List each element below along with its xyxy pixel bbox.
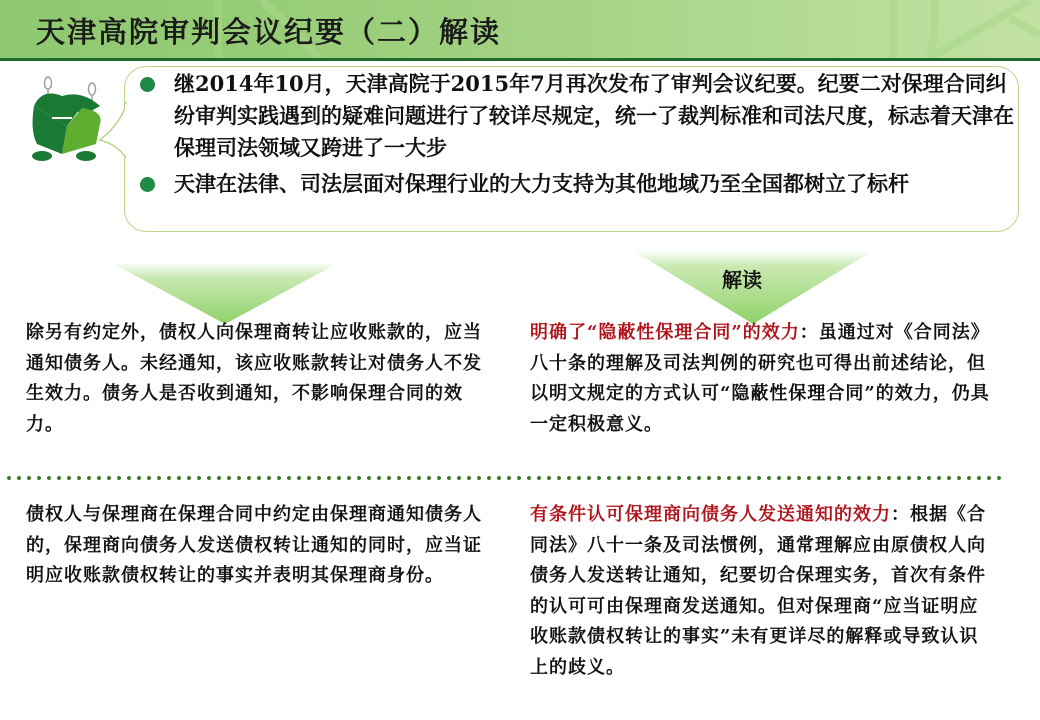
dotted-divider <box>4 475 1004 481</box>
provision-text-1: 除另有约定外，债权人向保理商转让应收账款的，应当通知债务人。未经通知，该应收账款转让对债务人不发生效力。债务人是否收到通知，不影响保理合同的效力。 <box>26 322 482 435</box>
interpretation-body-2: ：根据《合同法》八十一条及司法惯例，通常理解应由原债权人向债务人发送转让通知，纪要切合保理实务，首次有条件的认可可由保理商发送通知。但对保理商“应当证明应收账款债权转让的事实”未有更详尽的解释或导致认识上的歧义。 <box>530 504 986 678</box>
intro-bullet-text: 天津在法律、司法层面对保理行业的大力支持为其他地域乃至全国都树立了标杆 <box>174 171 909 196</box>
provision-text-2: 债权人与保理商在保理合同中约定由保理商通知债务人的，保理商向债务人发送债权转让通知的同时，应当证明应收账款债权转让的事实并表明其保理商身份。 <box>26 504 482 586</box>
intro-bullet-text: 继2014年10月，天津高院于2015年7月再次发布了审判会议纪要。纪要二对保理合同纠纷审判实践遇到的疑难问题进行了较详尽规定，统一了裁判标准和司法尺度，标志着天津在保理司法领域又跨进了一大步 <box>174 71 1014 160</box>
interpretation-body-1: ：虽通过对《合同法》八十条的理解及司法判例的研究也可得出前述结论，但以明文规定的方式认可“隐蔽性保理合同”的效力，仍具一定积极意义。 <box>530 322 990 435</box>
bullet-dot-icon <box>140 77 155 92</box>
interpretation-text-1 <box>530 318 992 440</box>
header-divider <box>0 58 1040 61</box>
intro-bullet-item <box>140 168 1015 200</box>
page-title: 天津高院审判会议纪要（二）解读 <box>36 15 502 49</box>
speech-bubble-tail <box>98 100 128 160</box>
green-cube-mascot-icon <box>12 76 102 166</box>
intro-bullet-item <box>140 68 1015 164</box>
intro-bullet-list <box>140 68 1015 200</box>
header-banner <box>0 0 1040 58</box>
interpretation-heading-2: 有条件认可保理商向债务人发送通知的效力 <box>530 504 891 525</box>
interpretation-text-2 <box>530 500 992 683</box>
down-arrow-provision-icon <box>110 262 340 324</box>
interpretation-heading-1: 明确了“隐蔽性保理合同”的效力 <box>530 322 800 343</box>
bullet-dot-icon <box>140 177 155 192</box>
interpretation-label: 解读 <box>722 268 762 292</box>
